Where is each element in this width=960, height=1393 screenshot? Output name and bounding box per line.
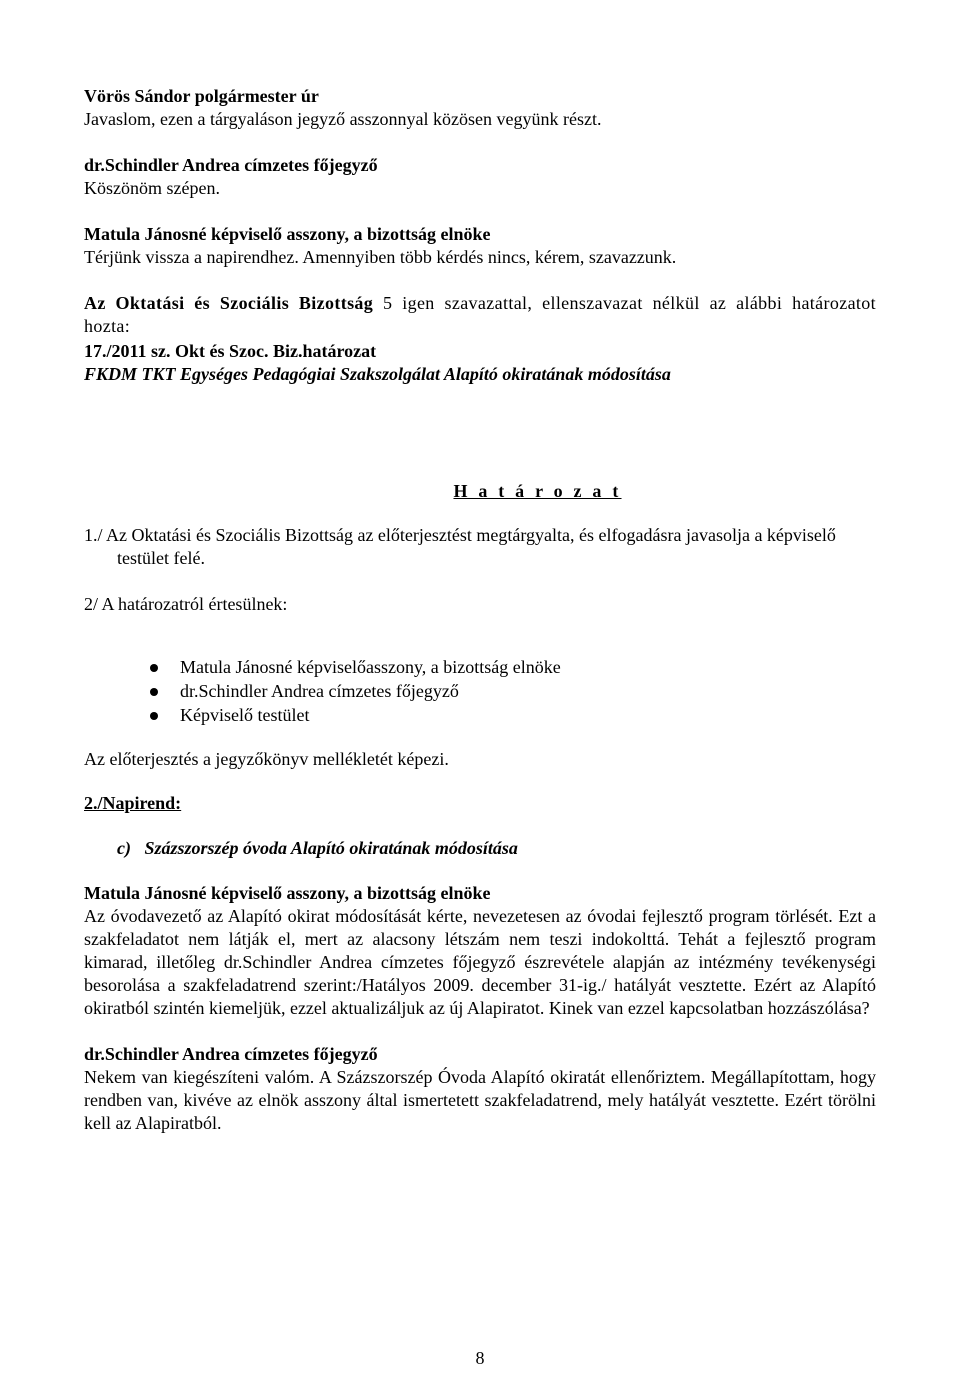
page-number: 8 [475,1348,485,1368]
list-item: dr.Schindler Andrea címzetes főjegyző [150,680,876,704]
speaker-name: Vörös Sándor polgármester úr [84,86,319,106]
vote-result [84,292,876,338]
bullet-icon [150,688,158,696]
agenda-item: c) Százszorszép óvoda Alapító okiratának módosítása [117,838,518,858]
resolution-point-2: 2/ A határozatról értesülnek: [84,594,288,614]
document-page [84,85,876,1135]
speech-text: Köszönöm szépen. [84,178,220,198]
speech-text: Nekem van kiegészíteni valóm. A Százszorszép Óvoda Alapító okiratát ellenőriztem. Megállapítottam, hogy rendben van, kivéve az elnök asszony által ismertetett szakfeladatrend, mely hatályát vesztette. Ezért törölni kell az Alapiratból. [84,1067,876,1133]
recipient-list [84,656,876,728]
vote-text: 5 igen szavazattal, ellenszavazat nélkül az alábbi határozatot hozta: [84,293,877,336]
resolution-heading: H a t á r o z a t [453,481,622,501]
speaker-name: Matula Jánosné képviselő asszony, a bizottság elnöke [84,883,491,903]
bullet-icon [150,712,158,720]
speaker-name: dr.Schindler Andrea címzetes főjegyző [84,1044,378,1064]
list-item: Képviselő testület [150,704,876,728]
attachment-note: Az előterjesztés a jegyzőkönyv mellékletét képezi. [84,749,449,769]
speech-text: Az óvodavezető az Alapító okirat módosítását kérte, nevezetesen az óvodai fejlesztő program törlését. Ezt a szakfeladatot nem látják el, mert az alacsony létszám nem teszi indokolttá. Tehát a fejlesztő program kimarad, illetőleg dr.Schindler Andrea címzetes főjegyző észrevétele alapján az intézmény tevékenységi besorolása a szakfeladatrend szerint:/Hatályos 2009. december 31-ig./ hatályát vesztette. Ezért az Alapító okiratból szintén kiemeljük, ezzel aktualizáljuk az új Alapiratot. Kinek van ezzel kapcsolatban hozzászólása? [84,906,876,1018]
resolution-number: 17./2011 sz. Okt és Szoc. Biz.határozat [84,341,377,361]
speech-text: Javaslom, ezen a tárgyaláson jegyző asszonnyal közösen vegyünk részt. [84,109,602,129]
speech-text: Térjünk vissza a napirendhez. Amennyiben több kérdés nincs, kérem, szavazzunk. [84,247,677,267]
list-item: Matula Jánosné képviselőasszony, a bizottság elnöke [150,656,876,680]
bullet-icon [150,664,158,672]
speaker-name: Matula Jánosné képviselő asszony, a bizottság elnöke [84,224,491,244]
resolution-title: FKDM TKT Egységes Pedagógiai Szakszolgálat Alapító okiratának módosítása [84,364,671,384]
speaker-name: dr.Schindler Andrea címzetes főjegyző [84,155,378,175]
agenda-label: 2./Napirend: [84,793,182,813]
resolution-point-1: 1./ Az Oktatási és Szociális Bizottság az előterjesztést megtárgyalta, és elfogadásra javasolja a képviselő testület felé. [84,525,836,568]
vote-committee: Az Oktatási és Szociális Bizottság [84,293,374,313]
